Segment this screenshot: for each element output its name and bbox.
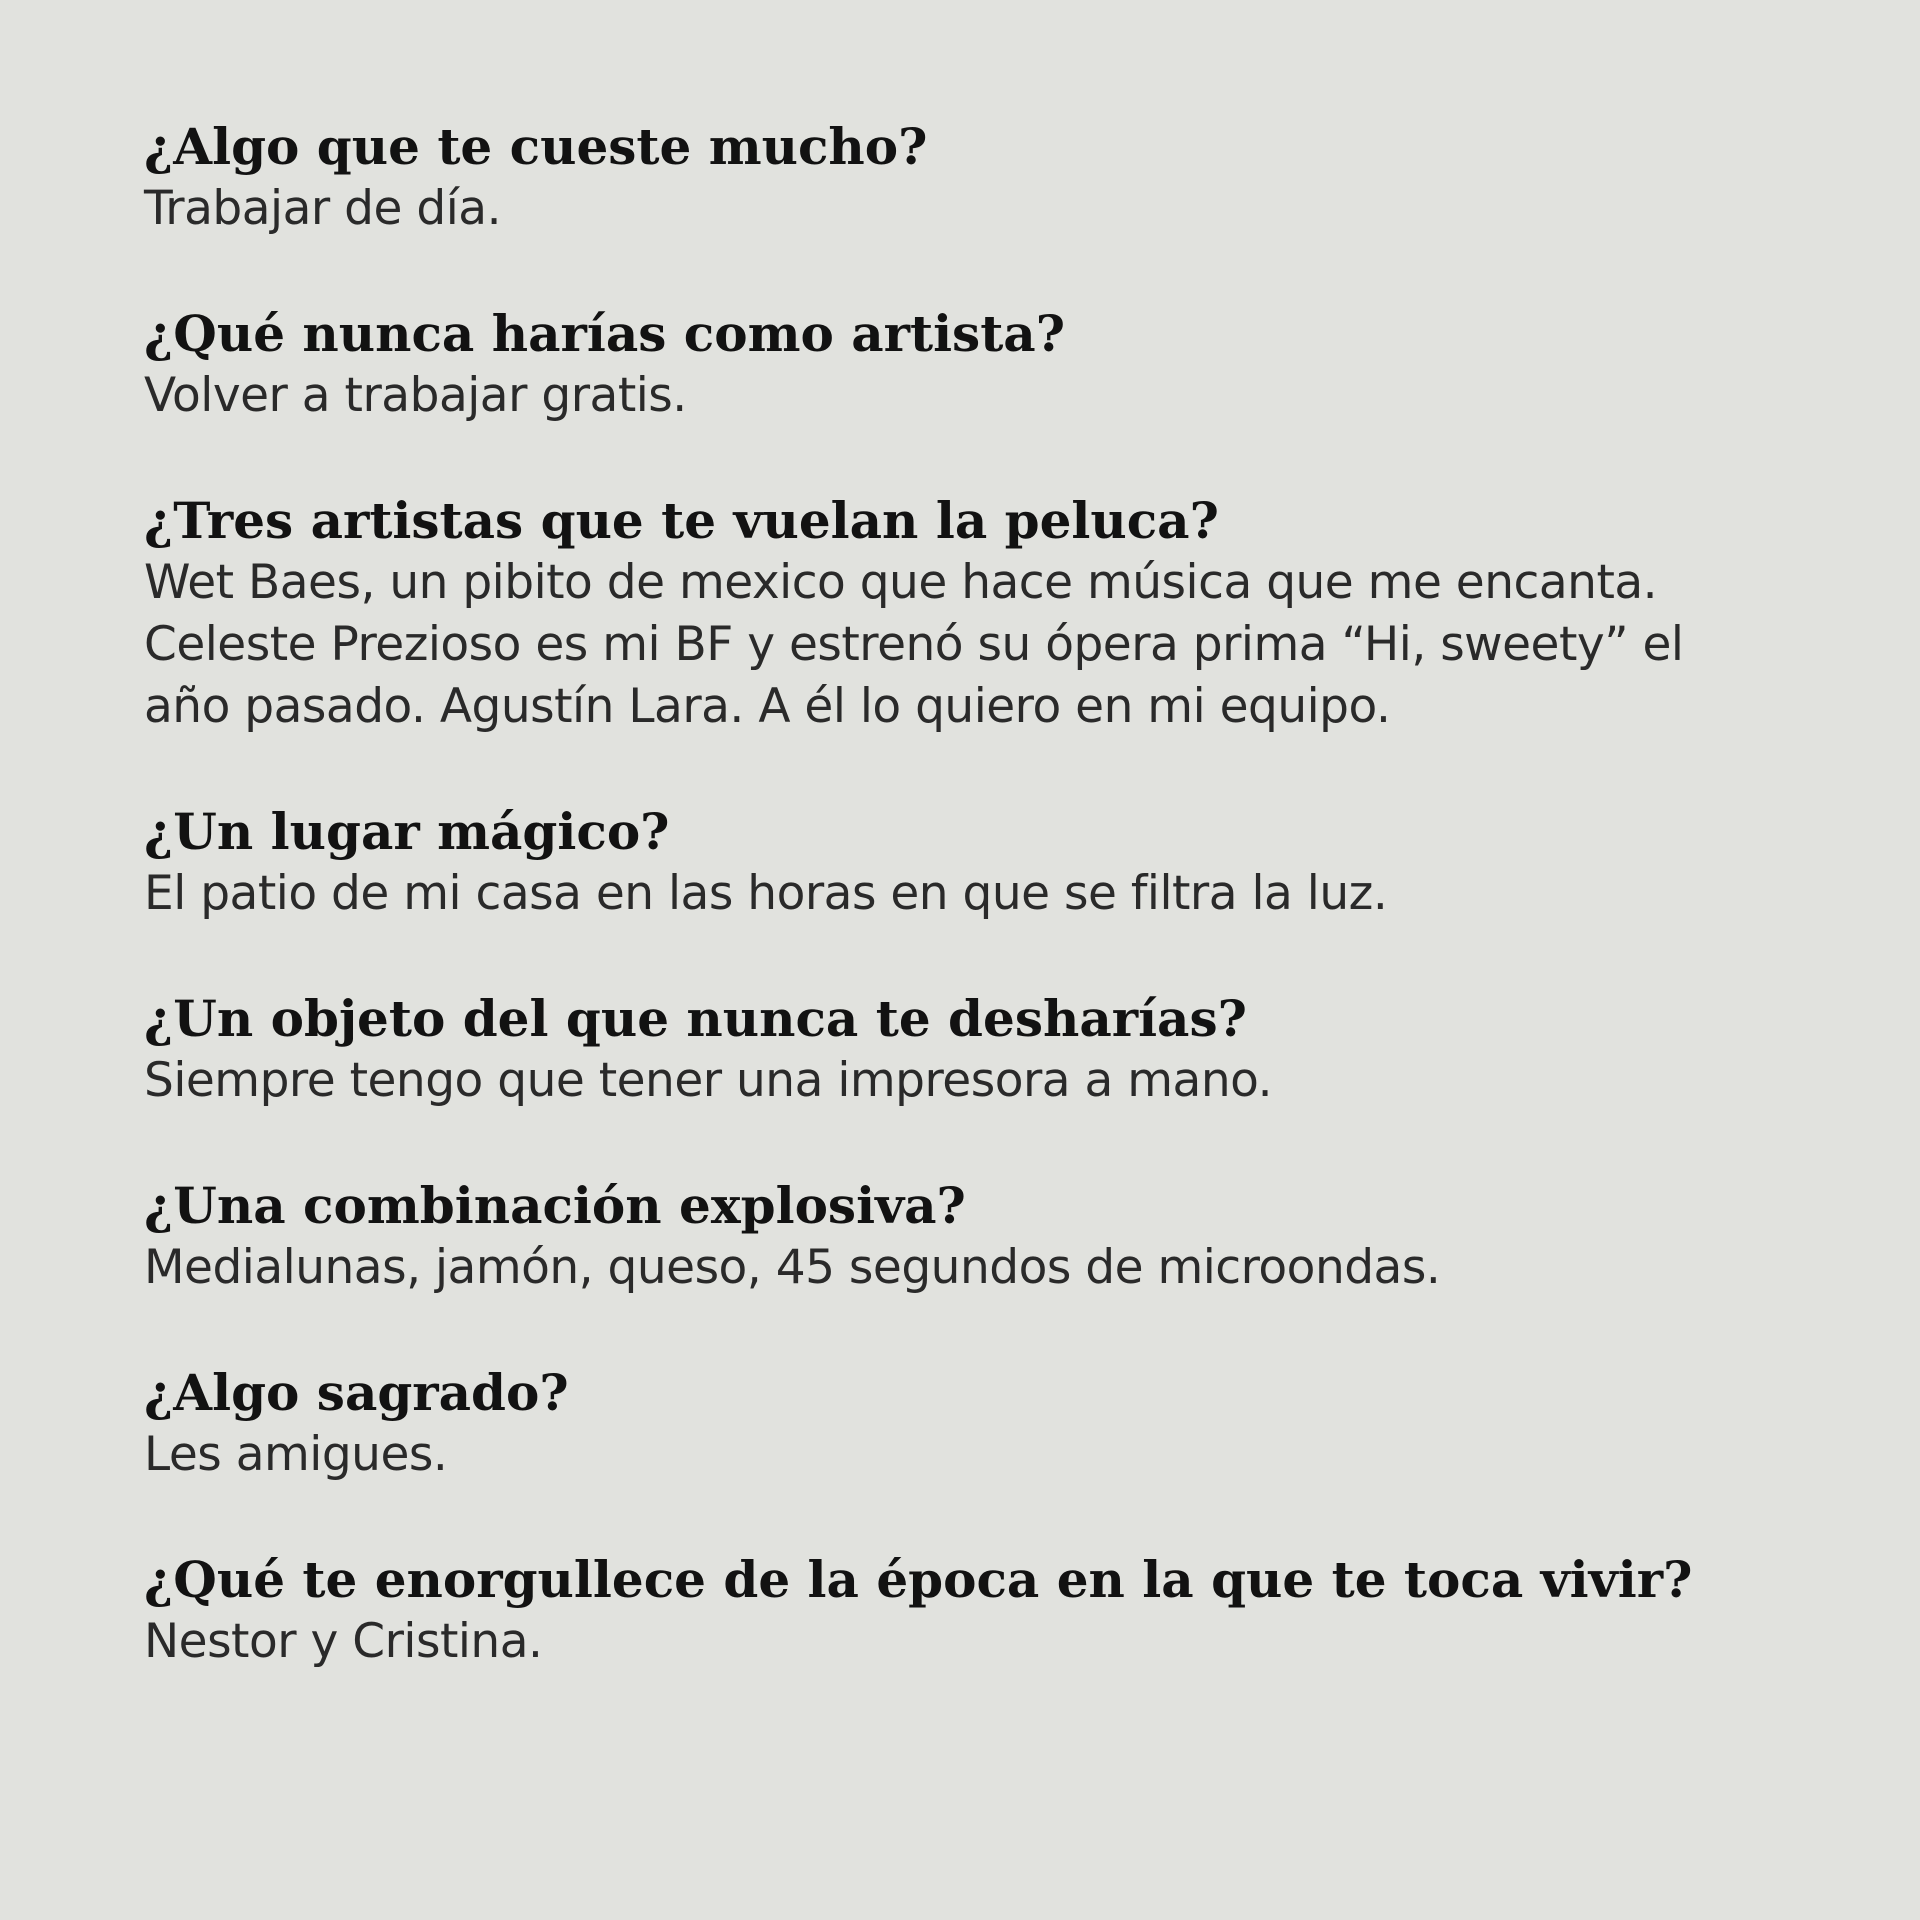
qa-item [144, 1362, 1784, 1486]
qa-item [144, 988, 1784, 1112]
answer [144, 552, 1744, 738]
qa-item [144, 1549, 1784, 1673]
answer: El patio de mi casa en las horas en que se filtra la luz. [144, 866, 1388, 921]
question: ¿Tres artistas que te vuelan la peluca? [144, 491, 1219, 550]
question: ¿Un objeto del que nunca te desharías? [144, 989, 1247, 1048]
question: ¿Algo sagrado? [144, 1363, 569, 1422]
question: ¿Una combinación explosiva? [144, 1176, 966, 1235]
answer: Volver a trabajar gratis. [144, 368, 687, 423]
answer-line: Wet Baes, un pibito de mexico que hace música que me encanta. [144, 555, 1658, 610]
question: ¿Qué nunca harías como artista? [144, 304, 1065, 363]
question: ¿Un lugar mágico? [144, 802, 670, 861]
qa-item [144, 116, 1784, 240]
question: ¿Qué te enorgullece de la época en la que te toca vivir? [144, 1550, 1693, 1609]
qa-item [144, 801, 1784, 925]
answer: Nestor y Cristina. [144, 1614, 543, 1669]
answer-line: Celeste Prezioso es mi BF y estrenó su ópera prima “Hi, sweety” el [144, 617, 1684, 672]
answer: Medialunas, jamón, queso, 45 segundos de microondas. [144, 1240, 1441, 1295]
answer: Les amigues. [144, 1427, 448, 1482]
interview-page [144, 116, 1784, 1736]
answer-line: año pasado. Agustín Lara. A él lo quiero en mi equipo. [144, 679, 1391, 734]
qa-item [144, 1175, 1784, 1299]
qa-item [144, 303, 1784, 427]
qa-item [144, 490, 1784, 738]
question: ¿Algo que te cueste mucho? [144, 117, 928, 176]
answer: Siempre tengo que tener una impresora a mano. [144, 1053, 1273, 1108]
answer: Trabajar de día. [144, 181, 502, 236]
